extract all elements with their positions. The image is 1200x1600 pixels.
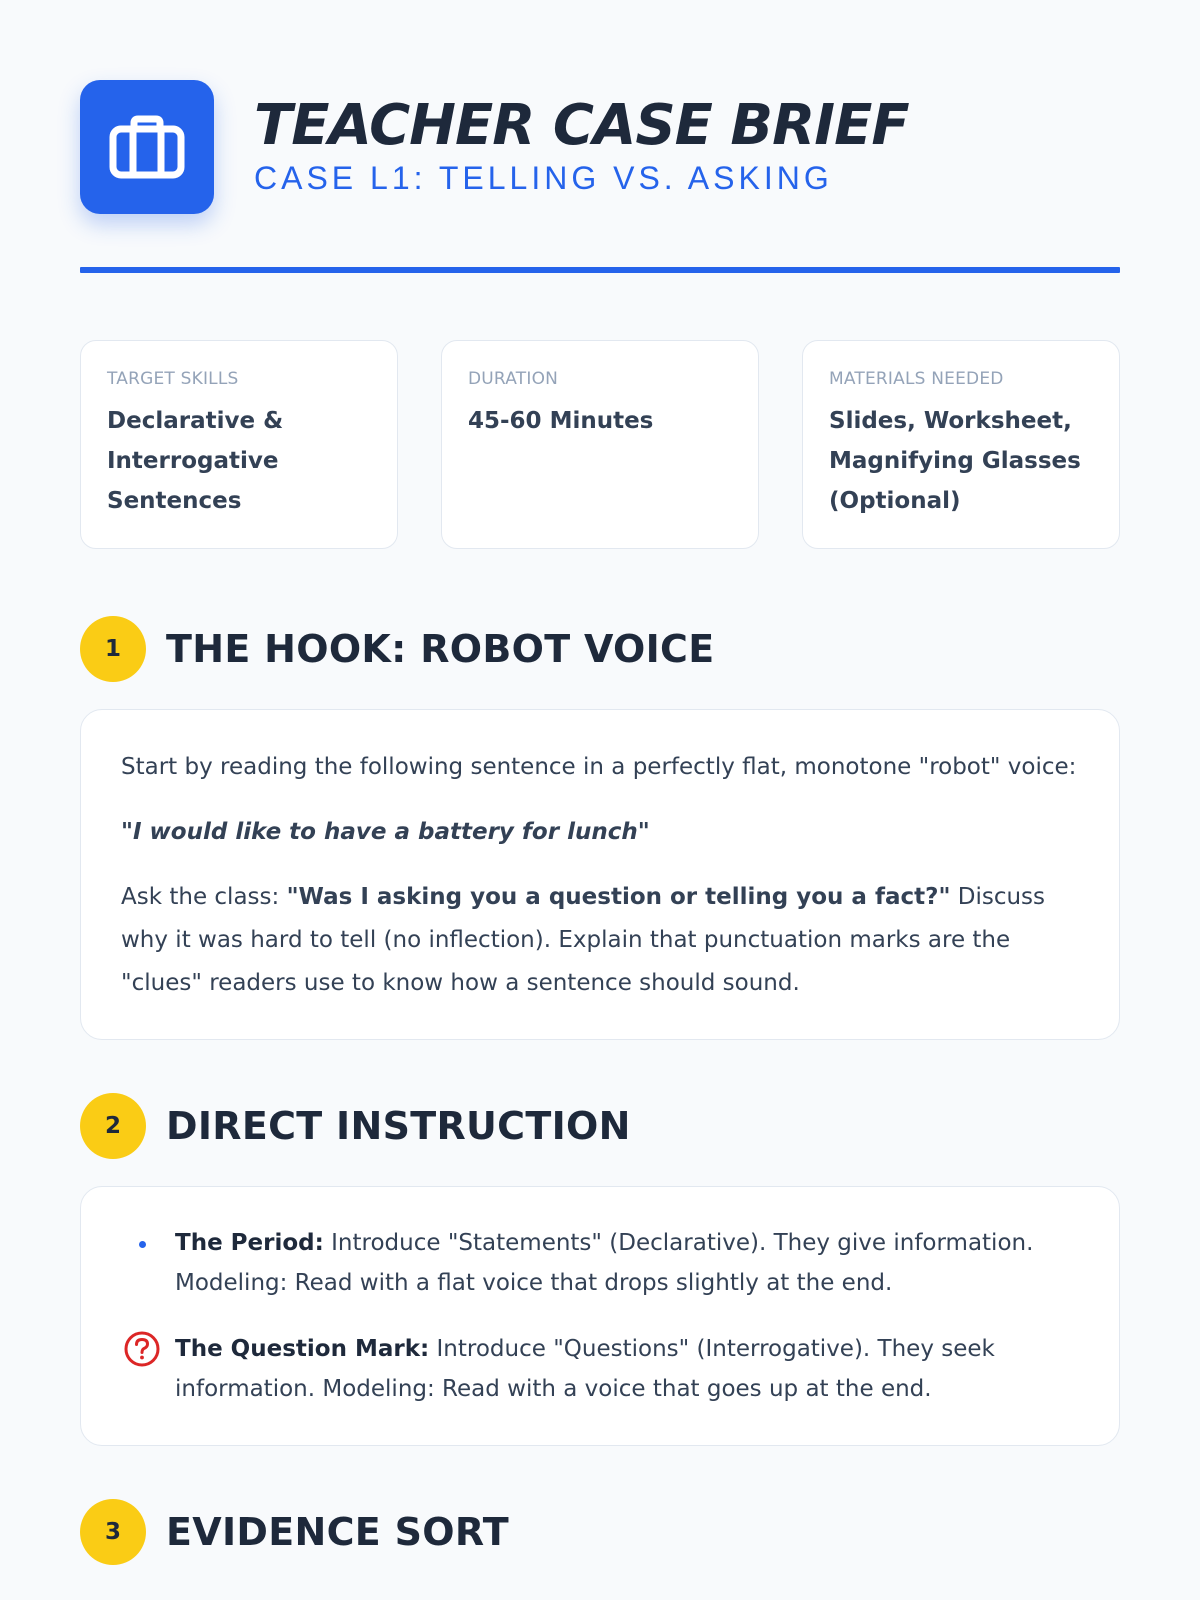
brief-header xyxy=(80,80,1120,214)
list-item-question-mark xyxy=(121,1329,1079,1409)
item-description: Introduce "Statements" (Declarative). They give information. Modeling: Read with a flat voice that drops slightly at the end. xyxy=(175,1230,1034,1296)
item-text xyxy=(175,1223,1079,1303)
info-card-target-skills xyxy=(80,340,398,549)
section-number-badge: 1 xyxy=(80,616,146,682)
section-title: DIRECT INSTRUCTION xyxy=(166,1104,631,1148)
page-title: TEACHER CASE BRIEF xyxy=(254,93,909,159)
case-subtitle: CASE L1: TELLING VS. ASKING xyxy=(254,159,833,196)
info-label: MATERIALS NEEDED xyxy=(829,369,1004,389)
hook-panel xyxy=(80,709,1120,1040)
info-value: 45-60 Minutes xyxy=(468,408,654,434)
section-heading-instruction xyxy=(80,1093,1120,1159)
section-heading-hook xyxy=(80,616,1120,682)
briefcase-icon xyxy=(80,80,214,214)
question-mark-circle-icon xyxy=(123,1330,161,1368)
info-card-materials xyxy=(802,340,1120,549)
hook-intro-text: Start by reading the following sentence in a perfectly flat, monotone "robot" voice: xyxy=(121,754,1077,780)
prompt-question: "Was I asking you a question or telling you a fact?" xyxy=(286,884,951,910)
info-value: Slides, Worksheet, Magnifying Glasses (Optional) xyxy=(829,408,1081,514)
prompt-lead: Ask the class: xyxy=(121,884,287,910)
info-card-duration xyxy=(441,340,759,549)
header-divider xyxy=(80,267,1120,273)
info-cards xyxy=(80,340,1120,549)
section-title: THE HOOK: ROBOT VOICE xyxy=(166,627,715,671)
item-description: Introduce "Questions" (Interrogative). They seek information. Modeling: Read with a voice that goes up at the end. xyxy=(175,1336,995,1402)
info-label: DURATION xyxy=(468,369,559,389)
info-value: Declarative & Interrogative Sentences xyxy=(107,408,284,514)
section-heading-evidence-sort xyxy=(80,1499,1120,1565)
info-label: TARGET SKILLS xyxy=(107,369,239,389)
instruction-panel xyxy=(80,1186,1120,1446)
section-title: EVIDENCE SORT xyxy=(166,1510,509,1554)
item-text xyxy=(175,1329,1079,1409)
hook-prompt-text xyxy=(121,876,1079,1005)
bullet-dot-icon xyxy=(139,1241,146,1248)
robot-voice-quote: "I would like to have a battery for lunch" xyxy=(121,819,650,845)
item-term: The Question Mark: xyxy=(175,1336,430,1362)
prompt-rest: Discuss why it was hard to tell (no inflection). Explain that punctuation marks are the "clues" readers use to know how a sentence should sound. xyxy=(121,884,1046,996)
section-number-badge: 3 xyxy=(80,1499,146,1565)
list-item-period xyxy=(121,1223,1079,1303)
item-term: The Period: xyxy=(175,1230,324,1256)
section-number-badge: 2 xyxy=(80,1093,146,1159)
